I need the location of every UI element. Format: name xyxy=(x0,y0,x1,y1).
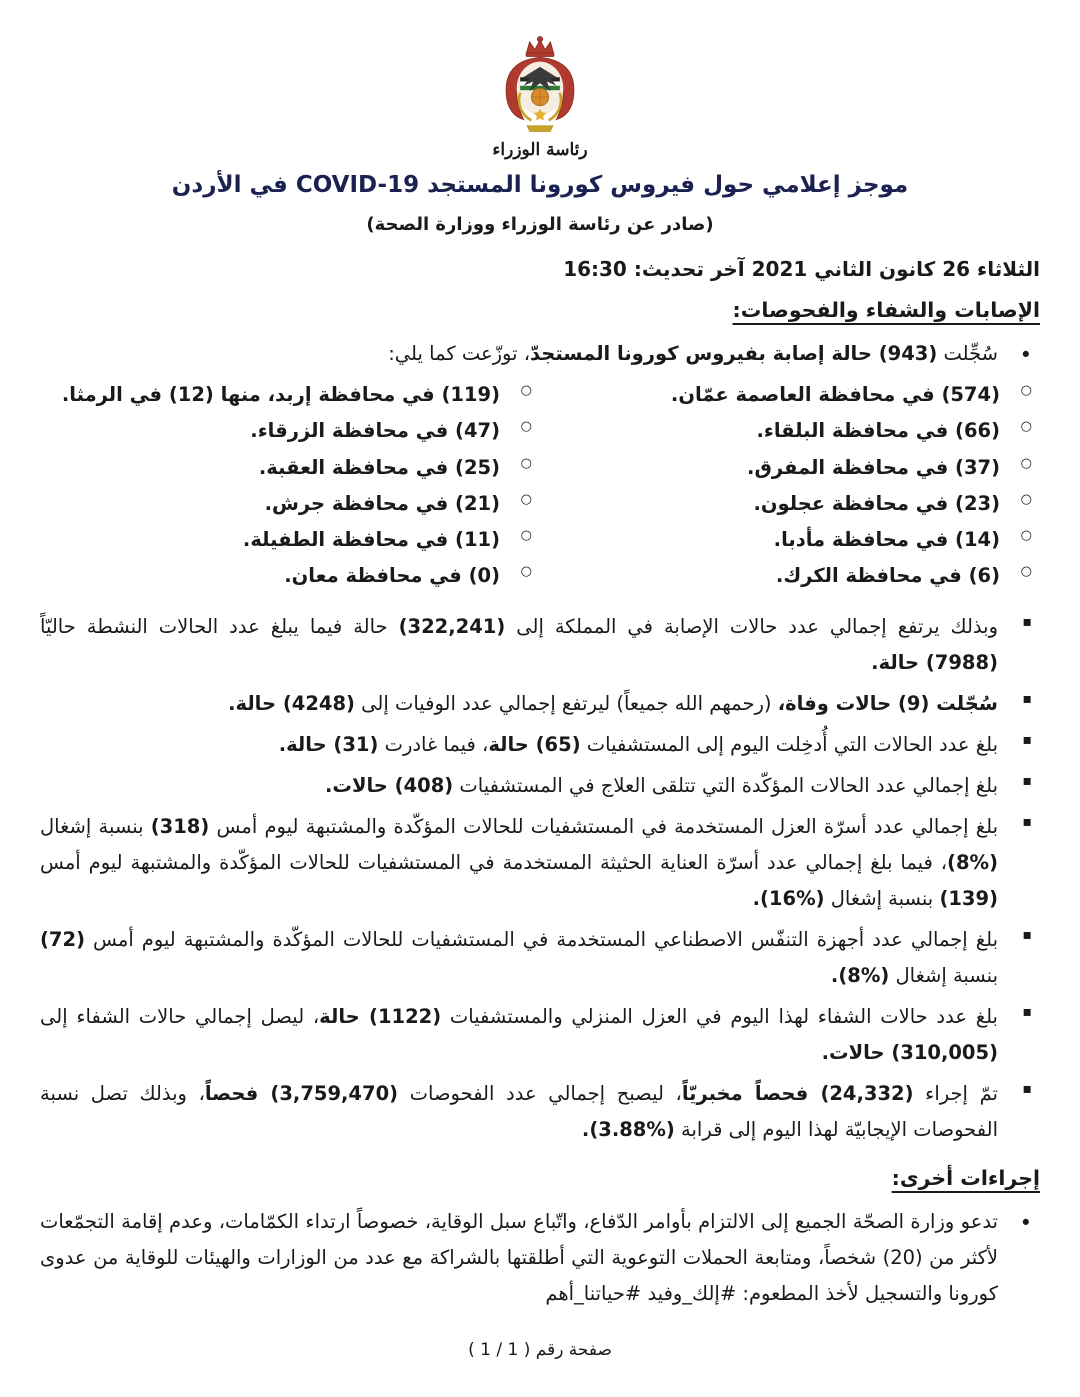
governorate-item xyxy=(540,486,1040,522)
governorate-text: (47) في محافظة الزرقاء. xyxy=(250,419,500,443)
governorate-item xyxy=(40,377,540,413)
square-bullet-icon: ▪ xyxy=(1022,690,1032,707)
stat-bullet xyxy=(40,727,1040,763)
circle-bullet-icon: ○ xyxy=(1020,564,1032,580)
stat-text: وبذلك يرتفع إجمالي عدد حالات الإصابة في المملكة إلى (322,241) حالة فيما يبلغ عدد الحالات النشطة حاليّاً (7988) حالة. xyxy=(40,614,998,674)
governorate-item xyxy=(40,522,540,558)
stat-text: بلغ إجمالي عدد أسرّة العزل المستخدمة في المستشفيات للحالات المؤكّدة والمشتبهة ليوم أمس (318) بنسبة إشغال (%8)، فيما بلغ إجمالي عدد أسرّة العناية الحثيثة المستخدمة في المستشفيات للحالات المؤكّدة والمشتبهة ليوم أمس (139) بنسبة إشغال (%16). xyxy=(40,814,998,911)
governorate-text: (37) في محافظة المفرق. xyxy=(747,455,1000,479)
stat-bullet xyxy=(40,922,1040,994)
section-heading-cases: الإصابات والشفاء والفحوصات: xyxy=(732,298,1040,322)
governorate-item xyxy=(540,413,1040,449)
governorate-text: (23) في محافظة عجلون. xyxy=(753,491,1000,515)
square-bullet-icon: ▪ xyxy=(1022,813,1032,830)
governorate-text: (66) في محافظة البلقاء. xyxy=(756,419,1000,443)
circle-bullet-icon: ○ xyxy=(520,564,532,580)
circle-bullet-icon: ○ xyxy=(520,419,532,435)
governorate-text: (14) في محافظة مأدبا. xyxy=(773,528,1000,552)
stat-bullet xyxy=(40,809,1040,917)
governorate-text: (574) في محافظة العاصمة عمّان. xyxy=(670,383,1000,407)
governorate-item xyxy=(40,558,540,594)
statistics-list xyxy=(40,609,1040,1149)
governorate-item xyxy=(40,413,540,449)
governorate-text: (21) في محافظة جرش. xyxy=(264,491,500,515)
circle-bullet-icon: ○ xyxy=(1020,455,1032,471)
document-subtitle: (صادر عن رئاسة الوزراء ووزارة الصحة) xyxy=(366,214,714,235)
stat-text: بلغ إجمالي عدد الحالات المؤكّدة التي تتلقى العلاج في المستشفيات (408) حالات. xyxy=(324,773,998,797)
governorate-text: (6) في محافظة الكرك. xyxy=(775,564,1000,588)
stat-text: بلغ عدد الحالات التي أُدخِلت اليوم إلى المستشفيات (65) حالة، فيما غادرت (31) حالة. xyxy=(278,732,998,756)
governorate-item xyxy=(540,522,1040,558)
jordan-coat-of-arms xyxy=(479,34,601,140)
stat-text: تمّ إجراء (24,332) فحصاً مخبريّاً، ليصبح إجمالي عدد الفحوصات (3,759,470) فحصاً، وبذلك تصل نسبة الفحوصات الإيجابيّة لهذا اليوم إلى قرابة (%3.88). xyxy=(40,1082,998,1142)
other-measures-bullet xyxy=(40,1204,1040,1312)
circle-bullet-icon: ○ xyxy=(520,455,532,471)
circle-bullet-icon: ○ xyxy=(1020,528,1032,544)
other-measures-text: تدعو وزارة الصحّة الجميع إلى الالتزام بأوامر الدّفاع، واتّباع سبل الوقاية، خصوصاً ارتداء الكمّامات، وعدم إقامة التجمّعات لأكثر من (20) شخصاً، ومتابعة الحملات التوعوية التي أطلقتها بالشراكة مع عدد من الوزارات والهيئات للوقاية من عدوى كورونا والتسجيل لأخذ المطعوم: #إلك_وفيد #حياتنا_أهم xyxy=(40,1209,999,1305)
circle-bullet-icon: ○ xyxy=(1020,383,1032,399)
stat-bullet xyxy=(40,609,1040,681)
square-bullet-icon: ▪ xyxy=(1022,731,1032,748)
square-bullet-icon: ▪ xyxy=(1022,927,1032,944)
ribbon-icon xyxy=(527,126,553,132)
date-line: الثلاثاء 26 كانون الثاني 2021 آخر تحديث: 16:30 xyxy=(563,257,1040,281)
cases-intro-bullet xyxy=(40,336,1040,372)
governorate-text: (11) في محافظة الطفيلة. xyxy=(242,528,500,552)
square-bullet-icon: ▪ xyxy=(1022,613,1032,630)
stat-text: بلغ إجمالي عدد أجهزة التنفّس الاصطناعي المستخدمة في المستشفيات للحالات المؤكّدة والمشتبهة ليوم أمس (72) بنسبة إشغال (%8). xyxy=(40,928,998,988)
document-header xyxy=(40,34,1040,235)
governorate-item xyxy=(540,450,1040,486)
governorate-list xyxy=(40,377,1040,595)
governorate-item xyxy=(40,486,540,522)
document-title: موجز إعلامي حول فيروس كورونا المستجد COVID-19 في الأردن xyxy=(171,172,909,198)
stat-bullet xyxy=(40,999,1040,1071)
section-heading-other: إجراءات أخرى: xyxy=(891,1165,1040,1190)
governorate-item xyxy=(540,558,1040,594)
stat-bullet xyxy=(40,1076,1040,1148)
logo-caption: رئاسة الوزراء xyxy=(492,140,588,160)
dot-bullet-icon: • xyxy=(1019,343,1032,367)
governorate-item xyxy=(40,450,540,486)
crown-icon xyxy=(526,37,554,57)
square-bullet-icon: ▪ xyxy=(1022,1004,1032,1021)
governorate-text: (0) في محافظة معان. xyxy=(284,564,500,588)
stat-text: سُجّلت (9) حالات وفاة، (رحمهم الله جميعاً) ليرتفع إجمالي عدد الوفيات إلى (4248) حالة. xyxy=(228,691,998,715)
square-bullet-icon: ▪ xyxy=(1022,1081,1032,1098)
circle-bullet-icon: ○ xyxy=(1020,491,1032,507)
document-body xyxy=(40,257,1040,1312)
governorate-text: (119) في محافظة إربد، منها (12) في الرمثا. xyxy=(61,383,500,407)
page-footer xyxy=(40,1340,1040,1360)
page-number: صفحة رقم ( 1 / 1 ) xyxy=(468,1339,612,1360)
governorate-text: (25) في محافظة العقبة. xyxy=(258,455,500,479)
circle-bullet-icon: ○ xyxy=(520,383,532,399)
stat-bullet xyxy=(40,686,1040,722)
square-bullet-icon: ▪ xyxy=(1022,772,1032,789)
circle-bullet-icon: ○ xyxy=(520,491,532,507)
governorate-item xyxy=(540,377,1040,413)
coat-of-arms-graphic xyxy=(479,34,601,136)
dot-bullet-icon: • xyxy=(1019,1210,1032,1235)
cases-intro-text: سُجِّلت (943) حالة إصابة بفيروس كورونا المستجدّ، توزّعت كما يلي: xyxy=(388,342,998,365)
stat-text: بلغ عدد حالات الشفاء لهذا اليوم في العزل المنزلي والمستشفيات (1122) حالة، ليصل إجمالي حالات الشفاء إلى (310,005) حالات. xyxy=(40,1005,998,1065)
stat-bullet xyxy=(40,768,1040,804)
circle-bullet-icon: ○ xyxy=(1020,419,1032,435)
circle-bullet-icon: ○ xyxy=(520,528,532,544)
